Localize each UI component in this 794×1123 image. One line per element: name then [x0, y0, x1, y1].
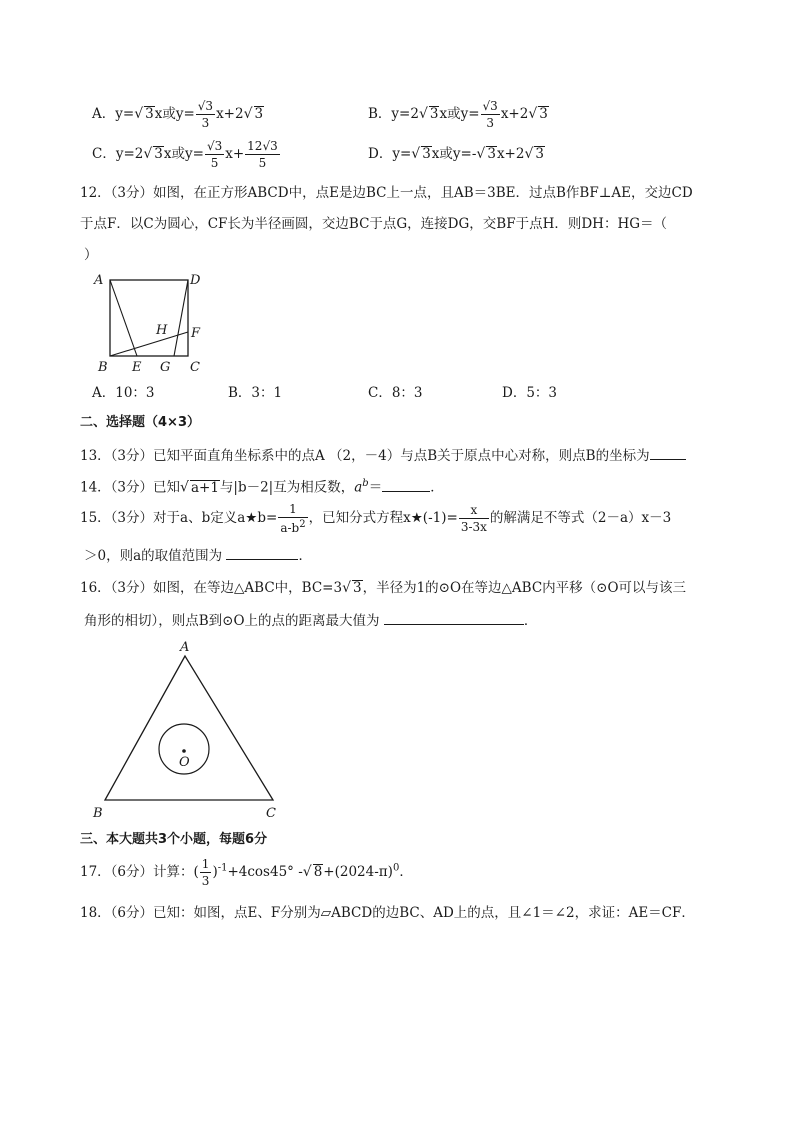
q16-line1: 16．（3分）如图，在等边△ABC中，BC=3√ 3，半径为1的⊙O在等边△ABC内平移（⊙O可以与该三	[80, 580, 687, 596]
segment-ae	[110, 280, 137, 356]
label-a: A	[180, 640, 190, 655]
q12-square-figure	[90, 268, 210, 376]
section-3-heading: 三、本大题共3个小题，每题6分	[80, 832, 268, 847]
q13-answer-blank[interactable]	[650, 447, 686, 460]
label-b: B	[98, 360, 108, 375]
label-c: C	[266, 806, 276, 821]
q11-option-c: C．y=2√ 3x或y= $\frac{√3}{5}$ x+ $\frac{12√3}{5}$	[92, 139, 278, 170]
triangle-abc	[105, 656, 273, 800]
q12-line2: 于点F．以C为圆心，CF长为半径画圆，交边BC于点G，连接DG，交BF于点H．则DH：HG＝（	[80, 216, 667, 232]
q12-option-c: C．8：3	[368, 385, 423, 401]
q16-answer-blank[interactable]	[384, 612, 524, 625]
center-o-dot	[182, 749, 186, 753]
q15-line1: 15．（3分）对于a、b定义a★b= $\frac{1}{a-b^2}$ ，已知分式方程x★(-1)= $\frac{x}{3-3x}$ 的解满足不等式（2－a）x－3	[80, 502, 672, 535]
q17: 17．（6分）计算：( $\frac{1}{3}$ )$^{-1}$+4cos45° -√ $8+(2024-\pi)^0$．	[80, 857, 413, 888]
q16-triangle-figure	[90, 636, 290, 822]
label-d: D	[190, 273, 201, 288]
q13: 13．（3分）已知平面直角坐标系中的点A （2，－4）与点B关于原点中心对称，则点B的坐标为	[80, 447, 686, 464]
q14: 14．（3分）已知√ a+1与|b－2|互为相反数，$a^b=$ ．	[80, 478, 444, 496]
label-e: E	[132, 360, 142, 375]
label-b: B	[93, 806, 103, 821]
q11-option-d: D．y=√ 3x或y=-√ 3x+2√ 3	[368, 146, 544, 162]
q11-option-a: A．y=√ 3x或y= $\frac{√3}{3}$ x+2√ 3	[92, 99, 264, 130]
q16-line2: 角形的相切），则点B到⊙O上的点的距离最大值为 ．	[84, 613, 538, 629]
q18: 18．（6分）已知：如图，点E、F分别为▱ABCD的边BC、AD上的点，且∠1＝∠2，求证：AE＝CF．	[80, 905, 695, 921]
section-2-heading: 二、选择题（4×3）	[80, 415, 200, 430]
label-c: C	[190, 360, 200, 375]
q12-line3: ）	[84, 247, 98, 263]
q12-line1: 12．（3分）如图，在正方形ABCD中，点E是边BC上一点，且AB＝3BE．过点B作BF⊥AE，交边CD	[80, 185, 693, 201]
q15-answer-blank[interactable]	[226, 547, 298, 560]
label-f: F	[191, 326, 201, 341]
q14-answer-blank[interactable]	[382, 479, 430, 492]
q15-line2: ＞0，则a的取值范围为 ．	[84, 548, 312, 564]
label-h: H	[156, 323, 168, 338]
label-o: O	[179, 755, 190, 770]
q12-option-b: B．3：1	[228, 385, 283, 401]
q12-option-d: D．5：3	[502, 385, 558, 401]
q11-option-b: B．y=2√ 3x或y= $\frac{√3}{3}$ x+2√ 3	[368, 99, 548, 130]
q12-option-a: A．10：3	[92, 385, 155, 401]
label-g: G	[160, 360, 171, 375]
label-a: A	[94, 273, 104, 288]
segment-dg	[174, 280, 188, 356]
